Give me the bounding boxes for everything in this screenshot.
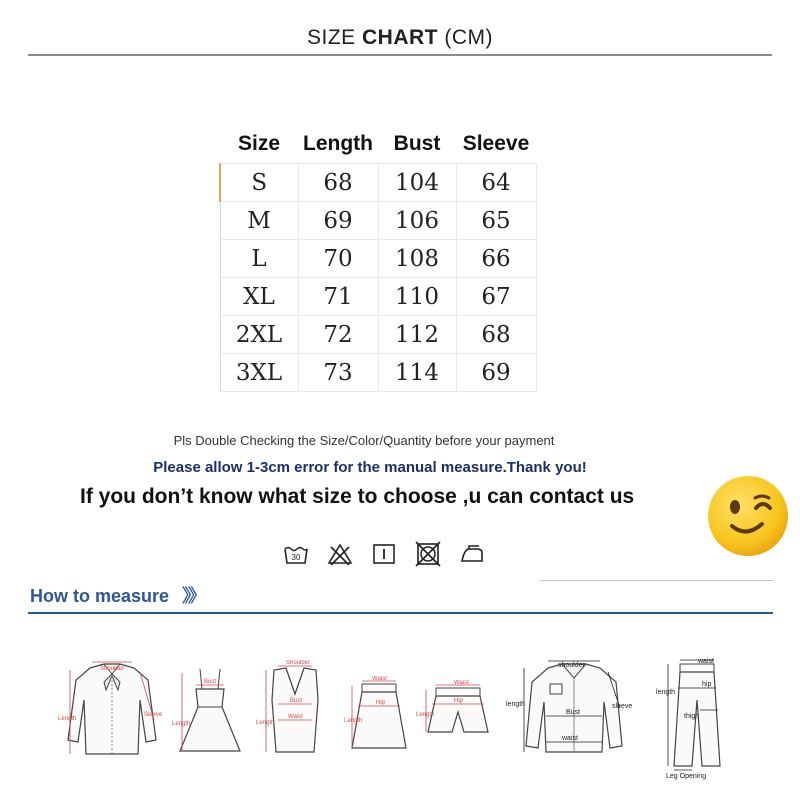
cell-sleeve: 67 <box>456 278 536 316</box>
cell-length: 72 <box>298 316 378 354</box>
title-divider <box>28 54 772 56</box>
waist-label: waist <box>562 735 578 742</box>
waist-label: waist <box>698 658 714 665</box>
size-chart-table <box>219 125 537 392</box>
cell-length: 71 <box>298 278 378 316</box>
hip-label: Hip <box>454 698 464 704</box>
waist-label: Waist <box>372 676 387 682</box>
bust-label: Bust <box>290 698 303 704</box>
table-row <box>220 278 536 316</box>
length-label: Length <box>172 721 191 727</box>
care-icons-row <box>283 541 493 567</box>
cell-bust: 114 <box>378 354 456 392</box>
bust-label: Bust <box>566 709 581 716</box>
do-not-tumble-dry-icon <box>415 541 441 567</box>
leg-opening-label: Leg Opening <box>666 773 707 780</box>
cell-bust: 106 <box>378 202 456 240</box>
how-to-measure-rule <box>28 612 773 614</box>
blouse-diagram-icon <box>56 660 168 760</box>
bust-label: Bust <box>204 679 217 685</box>
shoulder-label: Shoulder <box>100 666 125 672</box>
cell-length: 73 <box>298 354 378 392</box>
sleeve-label: Sleeve <box>144 712 163 718</box>
cell-sleeve: 65 <box>456 202 536 240</box>
cell-sleeve: 66 <box>456 240 536 278</box>
cell-bust: 110 <box>378 278 456 316</box>
iron-icon <box>459 541 485 567</box>
vest-diagram-icon <box>256 660 334 760</box>
cell-size: XL <box>220 278 298 316</box>
cell-size: 2XL <box>220 316 298 354</box>
cell-size: M <box>220 202 298 240</box>
shoulder-label: Shoulder <box>286 660 311 666</box>
length-label: Length <box>256 720 275 726</box>
sleeve-label: sleeve <box>612 703 633 710</box>
table-row <box>220 240 536 278</box>
table-row <box>220 164 536 202</box>
cell-sleeve: 64 <box>456 164 536 202</box>
length-label: Length <box>344 718 363 724</box>
thigh-label: thigh <box>684 713 700 720</box>
wash-temp-label: 30 <box>291 553 301 562</box>
wash-30-icon <box>283 541 309 567</box>
cell-size: S <box>220 164 298 202</box>
do-not-bleach-icon <box>327 541 353 567</box>
check-order-note: Pls Double Checking the Size/Color/Quantity before your payment <box>173 433 555 448</box>
cell-bust: 104 <box>378 164 456 202</box>
dry-flat-icon <box>371 541 397 567</box>
column-header-bust: Bust <box>378 125 456 164</box>
table-header-row <box>220 125 536 164</box>
length-label: length <box>506 701 526 708</box>
shoulder-label: shoulder <box>558 662 585 669</box>
hip-label: hip <box>702 681 712 688</box>
page-title <box>0 26 800 50</box>
column-header-sleeve: Sleeve <box>456 125 536 164</box>
length-label: Length <box>416 712 435 718</box>
column-header-size: Size <box>220 125 298 164</box>
cell-size: L <box>220 240 298 278</box>
table-row <box>220 316 536 354</box>
cell-bust: 108 <box>378 240 456 278</box>
dress-diagram-icon <box>172 665 248 757</box>
cell-sleeve: 68 <box>456 316 536 354</box>
cell-length: 70 <box>298 240 378 278</box>
cell-sleeve: 69 <box>456 354 536 392</box>
length-label: Length <box>58 716 77 722</box>
length-label: length <box>656 689 676 696</box>
column-header-length: Length <box>298 125 378 164</box>
how-to-measure-heading <box>30 582 203 608</box>
cell-length: 69 <box>298 202 378 240</box>
table-row <box>220 202 536 240</box>
double-chevron-icon: 》》 <box>182 586 204 606</box>
cell-bust: 112 <box>378 316 456 354</box>
how-to-measure-label: How to measure <box>30 586 170 606</box>
title-unit: (CM) <box>444 26 494 49</box>
trousers-diagram-icon <box>654 654 740 780</box>
winking-face-icon <box>706 474 790 558</box>
hip-label: Hip <box>376 700 386 706</box>
shirt-diagram-icon <box>504 658 644 758</box>
table-row <box>220 354 536 392</box>
contact-us-note: If you don’t know what size to choose ,u can contact us <box>80 485 635 508</box>
measure-error-note: Please allow 1-3cm error for the manual measure.Thank you! <box>153 459 587 476</box>
how-to-measure-top-rule <box>540 580 773 581</box>
waist-label: Waist <box>454 680 469 686</box>
skirt-diagram-icon <box>344 676 414 756</box>
shorts-diagram-icon <box>416 680 500 742</box>
cell-length: 68 <box>298 164 378 202</box>
waist-label: Waist <box>288 714 303 720</box>
cell-size: 3XL <box>220 354 298 392</box>
title-size: SIZE <box>306 26 356 49</box>
title-chart: CHART <box>362 26 439 49</box>
